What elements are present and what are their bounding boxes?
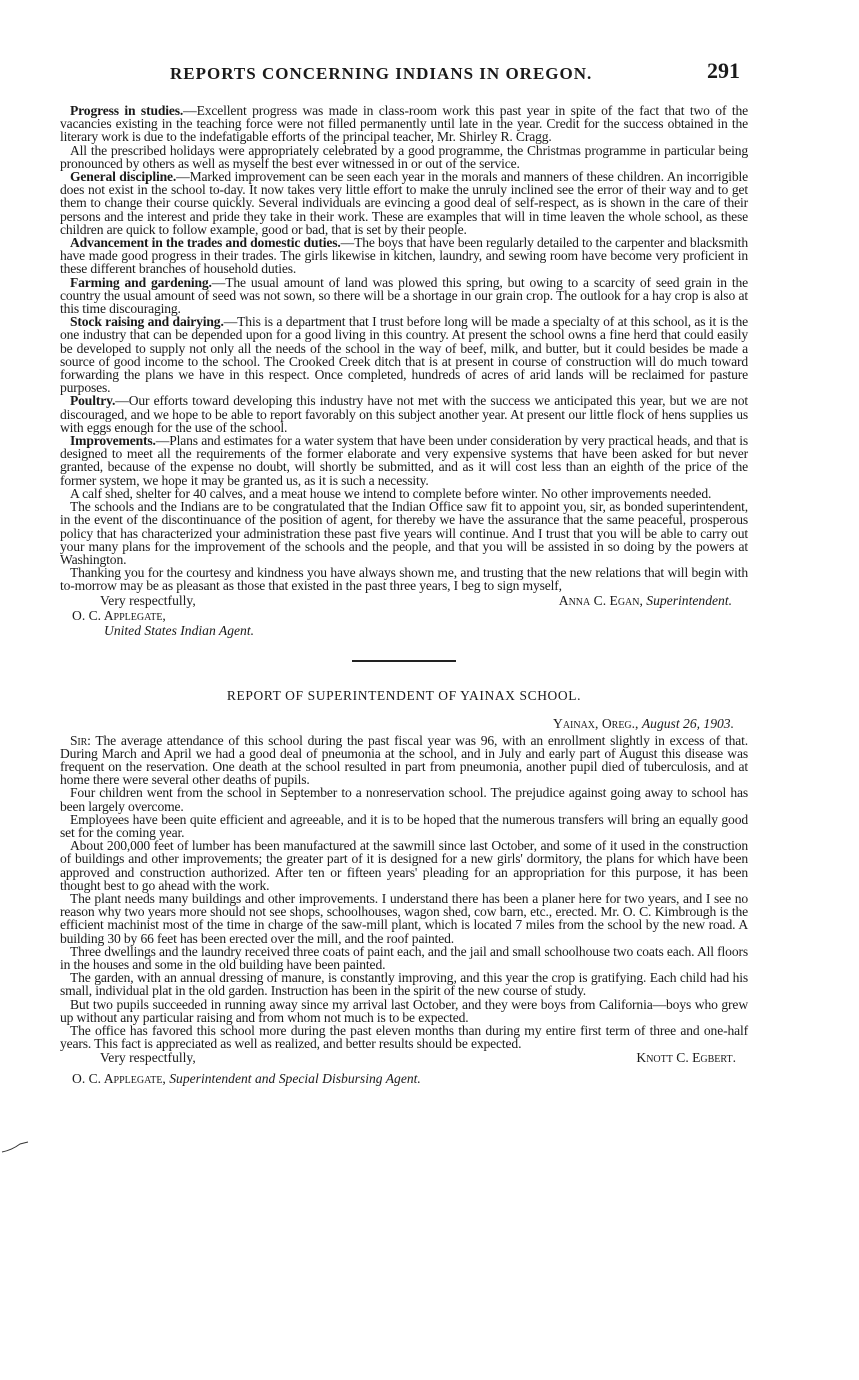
addressee xyxy=(60,1071,748,1086)
paragraph-text: About 200,000 feet of lumber has been manufactured at the sawmill since last October, and some of it used in the construction of buildings and other improvements; the greater part of it is designed for a new girls' dormitory, the plans for which have been approved and construction authorized. After ten or fifteen years' pleading for an appropriation for this purpose, it has been thought best to go ahead with the work. xyxy=(60,838,748,893)
paragraph-text: A calf shed, shelter for 40 calves, and a meat house we intend to complete before winter. No other improvements needed. xyxy=(70,485,712,501)
paragraph-heading: General discipline. xyxy=(70,169,177,185)
paragraph-text: But two pupils succeeded in running away since my arrival last October, and they were boys from California—boys who grew up without any particular raising and from whom not much is to be expected. xyxy=(60,996,748,1025)
closing-salutation: Very respectfully, xyxy=(100,592,196,608)
signature-block xyxy=(60,1050,748,1086)
signer-name: Knott C. Egbert. xyxy=(636,1050,736,1066)
paragraph-text: —Our efforts toward developing this industry have not met with the success we anticipated this year, but we are not discouraged, and we hope to be able to report favorably on this subject another year. At present our little flock of hens supplies us with eggs enough for the use of the school. xyxy=(60,393,748,435)
running-title: REPORTS CONCERNING INDIANS IN OREGON. xyxy=(170,64,593,83)
report-body xyxy=(60,104,748,593)
paragraph-heading: Farming and gardening. xyxy=(70,274,212,290)
paragraph xyxy=(60,236,748,276)
signature xyxy=(559,593,732,608)
section-divider xyxy=(352,660,456,662)
addressee-name: O. C. Applegate, xyxy=(72,1071,166,1087)
dateline xyxy=(60,716,734,732)
paragraph xyxy=(60,276,748,316)
signer-name: Anna C. Egan, xyxy=(558,592,643,608)
paragraph xyxy=(60,971,748,997)
paragraph xyxy=(60,500,748,566)
paragraph xyxy=(60,144,748,170)
paragraph-heading: Stock raising and dairying. xyxy=(70,314,224,330)
paragraph xyxy=(60,813,748,839)
paragraph xyxy=(60,315,748,394)
closing-row xyxy=(60,1050,748,1065)
section-title: REPORT OF SUPERINTENDENT OF YAINAX SCHOOL. xyxy=(226,687,582,703)
paragraph-text: —The usual amount of land was plowed this spring, but owing to a scarcity of seed grain in the country the usual amount of seed was not sown, so there will be a shortage in our grain crop. The outlook for a hay crop is also at this time discouraging. xyxy=(60,274,749,317)
paragraph xyxy=(60,394,748,434)
report-body xyxy=(60,734,748,1051)
dateline-date: August 26, 1903. xyxy=(641,715,734,731)
closing-salutation: Very respectfully, xyxy=(100,1050,196,1066)
paragraph xyxy=(60,566,748,592)
paragraph xyxy=(60,104,748,144)
paragraph-heading: Advancement in the trades and domestic duties. xyxy=(70,235,341,251)
paragraph xyxy=(60,839,748,892)
paragraph-text: The plant needs many buildings and other improvements. I understand there has been a planer here for two years, and I see no reason why two years more should not see shops, schoolhouses, wagon shed, cow barn, etc., erected. Mr. O. C. Kimbrough is the efficient machinist most of the time in charge of the saw-mill plant, which is located 7 miles from the school by the new road. A building 30 by 66 feet has been erected over the mill, and the roof painted. xyxy=(60,890,748,946)
paragraph-heading: Improvements. xyxy=(70,433,156,449)
addressee-title: United States Indian Agent. xyxy=(104,622,255,638)
paragraph-text: Thanking you for the courtesy and kindness you have always shown me, and trusting that the new relations that will begin with to-morrow may be as pleasant as those that existed in the past three years, I beg to sign myself, xyxy=(60,565,748,594)
paragraph-text: The garden, with an annual dressing of manure, is constantly improving, and this year the crop is gratifying. Each child had his small, individual plat in the old garden. Instruction has been in the spirit of the new course of study. xyxy=(60,970,748,999)
paragraph xyxy=(60,734,748,787)
paragraph-text: —Excellent progress was made in class-room work this past year in spite of the fact that two of the vacancies existing in the teaching force were not filled permanently until late in the year. Credit for the success obtained in the literary work is due to the indefatigable efforts of the principal teacher, Mr. Shirley R. Cragg. xyxy=(60,103,748,145)
paragraph-text: —Plans and estimates for a water system that have been under consideration by very practical heads, and that is designed to meet all the requirements of the former elaborate and very expensive systems that have been asked for but never granted, because of the expense no doubt, will shortly be submitted, and as it will cost less than an eighth of the price of the former system, we hope it may be granted us, as it is such a necessity. xyxy=(60,433,748,488)
page-header xyxy=(60,58,748,94)
dateline-place: Yainax, Oreg., xyxy=(553,715,639,731)
paragraph xyxy=(60,1024,748,1050)
paragraph xyxy=(60,434,748,487)
paragraph xyxy=(60,998,748,1024)
addressee-title: Superintendent and Special Disbursing Agent. xyxy=(169,1071,421,1087)
paragraph-text: The office has favored this school more during the past eleven months than during my entire first term of three and one-half years. This fact is appreciated as well as realized, and better results should be expected. xyxy=(60,1022,748,1052)
signer-title: Superintendent. xyxy=(646,592,732,608)
margin-mark xyxy=(0,1140,30,1156)
addressee-name: O. C. Applegate, xyxy=(72,607,166,623)
paragraph-text: —This is a department that I trust before long will be made a specialty of at this school, as it is the one industry that can be depended upon for a good living in this country. At present the school owns a fine herd that could easily be developed to supply not only all the needs of the school in the way of beef, milk, and butter, but it could besides be made a source of good income to the school. The Crooked Creek ditch that is at present in course of construction will do much toward forwarding the plans we have in this respect. Once completed, hundreds of acres of arid lands will be reclaimed for pasture purposes. xyxy=(60,314,748,396)
paragraph-text: All the prescribed holidays were appropriately celebrated by a good programme, the Christmas programme in particular being pronounced by others as well as myself the best ever witnessed in or out of the service. xyxy=(60,142,748,171)
paragraph-text: Three dwellings and the laundry received three coats of paint each, and the jail and small schoolhouse two coats each. All floors in the houses and some in the old building have been painted. xyxy=(60,943,748,972)
paragraph-text: The average attendance of this school during the past fiscal year was 96, with an enrollment slightly in excess of that. During March and April we had a good deal of pneumonia at the school, and in July and early part of August this disease was frequent on the reservation. One death at the school resulted in part from pneumonia, another pupil died of tuberculosis, and at home there were several other deaths of pupils. xyxy=(60,732,748,788)
paragraph xyxy=(60,170,748,236)
paragraph-text: The schools and the Indians are to be congratulated that the Indian Office saw fit to appoint you, sir, as bonded superintendent, in the event of the discontinuance of the position of agent, for thereby we have the assurance that the same peaceful, prosperous policy that has characterized your administration these past five years will continue. And I trust that you will be able to carry out your many plans for the improvement of the schools and the people, and that you will be assisted in so doing by the powers at Washington. xyxy=(60,499,748,567)
page-number: 291 xyxy=(707,58,740,83)
paragraph xyxy=(60,945,748,971)
signature-block xyxy=(60,593,748,638)
paragraph xyxy=(60,786,748,812)
paragraph-text: Employees have been quite efficient and agreeable, and it is to be hoped that the numerous transfers will bring an equally good set for the coming year. xyxy=(60,811,748,840)
paragraph-text: Four children went from the school in September to a nonreservation school. The prejudice against going away to school has been largely overcome. xyxy=(60,785,748,814)
paragraph-heading: Progress in studies. xyxy=(70,103,184,118)
paragraph xyxy=(60,892,748,945)
closing-row xyxy=(60,593,748,608)
document-page xyxy=(60,58,748,1086)
paragraph-text: —Marked improvement can be seen each year in the morals and manners of these children. An incorrigible does not exist in the school to-day. It now takes very little effort to make the unruly inclined see the error of their way and to get them to change their course quickly. Several individuals are evincing a good deal of self-respect, as is shown in the care of their persons and the interest and pride they take in their work. These are examples that will in time leaven the whole school, as these children are quick to follow example, good or bad, that is set by their people. xyxy=(60,169,748,237)
paragraph-heading: Poultry. xyxy=(70,393,116,409)
salutation: Sir: xyxy=(70,732,91,748)
paragraph-text: —The boys that have been regularly detailed to the carpenter and blacksmith have made good progress in their trades. The girls likewise in kitchen, laundry, and sewing room have become very proficient in these different branches of household duties. xyxy=(60,235,748,277)
